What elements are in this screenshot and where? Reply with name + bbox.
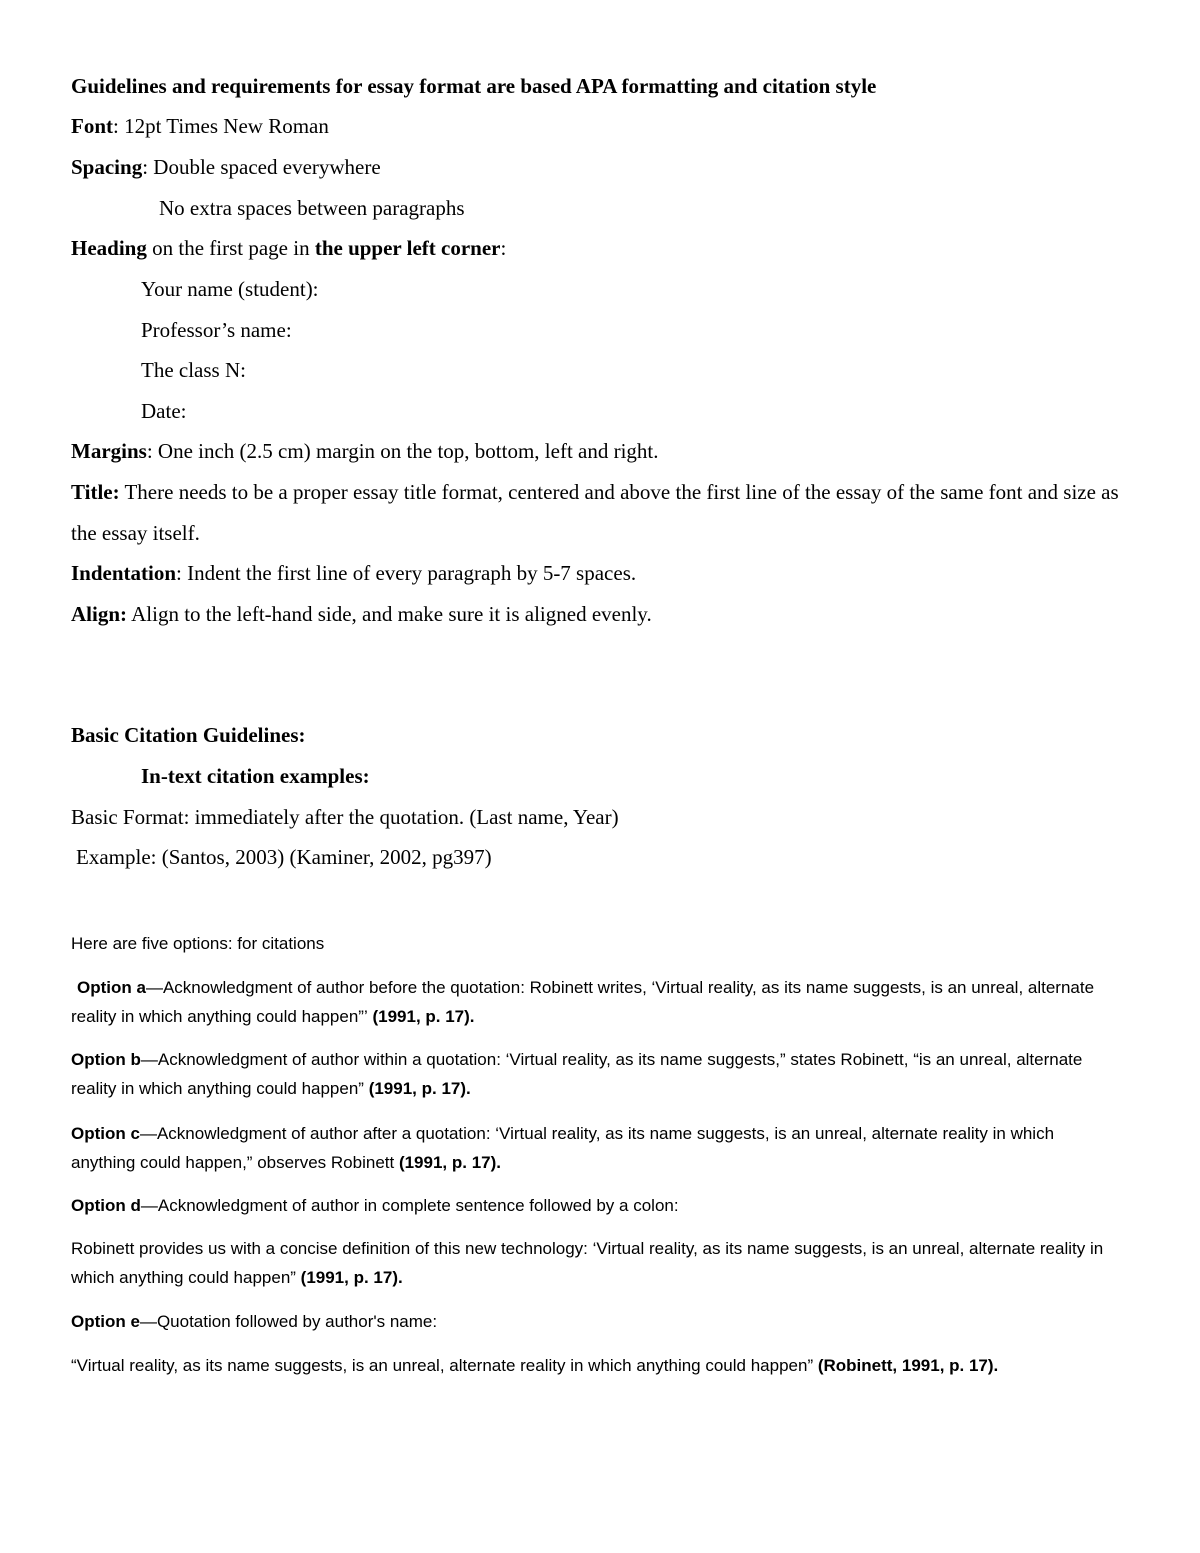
citation-example-line: Example: (Santos, 2003) (Kaminer, 2002, pg397) <box>76 845 492 869</box>
citation-subheading <box>141 756 1120 797</box>
indentation-value: : Indent the first line of every paragraph by 5-7 spaces. <box>176 561 637 585</box>
basic-format-line: Basic Format: immediately after the quotation. (Last name, Year) <box>71 805 619 829</box>
align-value: Align to the left-hand side, and make sure it is aligned evenly. <box>127 602 652 626</box>
title-value: There needs to be a proper essay title format, centered and above the first line of the essay of the same font and size as the essay itself. <box>71 480 1119 545</box>
option-e-example <box>71 1351 1120 1380</box>
heading-text-1: on the first page in <box>146 236 315 260</box>
option-d-label: Option d <box>71 1196 141 1215</box>
heading-item-name: Your name (student): <box>141 277 319 301</box>
option-a-label: Option a <box>77 978 146 997</box>
spacing-label: Spacing <box>71 155 143 179</box>
option-a-ref: (1991, p. 17). <box>367 1007 475 1026</box>
font-label: Font <box>71 114 113 138</box>
heading-text-2: : <box>500 236 507 260</box>
heading-item-date: Date: <box>141 399 187 423</box>
heading-item-professor: Professor’s name: <box>141 318 292 342</box>
margins-label: Margins <box>71 439 147 463</box>
align-line <box>71 594 1120 635</box>
citation-subheading-text: In-text citation examples: <box>141 764 370 788</box>
title-label: Title: <box>71 480 120 504</box>
option-e-text: —Quotation followed by author's name: <box>139 1312 438 1331</box>
indentation-label: Indentation <box>71 561 177 585</box>
heading-label: Heading <box>71 236 147 260</box>
margins-line <box>71 431 1120 472</box>
document-title-text: Guidelines and requirements for essay format are based APA formatting and citation style <box>71 74 877 98</box>
option-c-ref: (1991, p. 17). <box>394 1153 501 1172</box>
spacing-value: : Double spaced everywhere <box>142 155 381 179</box>
option-e <box>71 1307 1120 1336</box>
option-d-example <box>71 1234 1120 1292</box>
option-c-text: —Acknowledgment of author after a quotation: ‘Virtual reality, as its name suggests, is an unreal, alternate reality in which anything could happen,” observes Robinett <box>71 1124 1055 1172</box>
option-d-ref: (1991, p. 17). <box>295 1268 403 1287</box>
align-label: Align: <box>71 602 128 626</box>
heading-bold-text: the upper left corner <box>314 236 501 260</box>
indentation-line <box>71 553 1120 594</box>
option-c <box>71 1119 1120 1177</box>
citation-heading <box>71 715 1120 756</box>
citation-heading-text: Basic Citation Guidelines: <box>71 723 306 747</box>
option-b-ref: (1991, p. 17). <box>363 1079 471 1098</box>
heading-line <box>71 228 1120 269</box>
option-d <box>71 1191 1120 1220</box>
option-e-ref: (Robinett, 1991, p. 17). <box>813 1356 999 1375</box>
option-d-text: —Acknowledgment of author in complete sentence followed by a colon: <box>140 1196 679 1215</box>
spacing-note: No extra spaces between paragraphs <box>159 196 465 220</box>
title-line <box>71 472 1120 553</box>
spacing-line <box>71 147 1120 188</box>
option-e-example-text: “Virtual reality, as its name suggests, is an unreal, alternate reality in which anything could happen” <box>71 1356 814 1375</box>
margins-value: : One inch (2.5 cm) margin on the top, bottom, left and right. <box>146 439 659 463</box>
option-b-text: —Acknowledgment of author within a quotation: ‘Virtual reality, as its name suggests,” states Robinett, “is an unreal, alternate reality in which anything could happen” <box>71 1050 1083 1098</box>
option-a <box>71 973 1120 1031</box>
document-title <box>71 66 1120 107</box>
option-b <box>71 1045 1120 1103</box>
font-value: : 12pt Times New Roman <box>113 114 329 138</box>
option-a-text: —Acknowledgment of author before the quotation: Robinett writes, ‘Virtual reality, as its name suggests, is an unreal, alternate reality in which anything could happen”’ <box>71 978 1095 1026</box>
heading-item-class: The class N: <box>141 358 246 382</box>
option-c-label: Option c <box>71 1124 140 1143</box>
option-d-example-text: Robinett provides us with a concise definition of this new technology: ‘Virtual reality, as its name suggests, is an unreal, alternate reality in which anything could happen” <box>71 1239 1104 1287</box>
option-e-label: Option e <box>71 1312 140 1331</box>
options-intro: Here are five options: for citations <box>71 934 325 953</box>
font-line <box>71 106 1120 147</box>
option-b-label: Option b <box>71 1050 141 1069</box>
